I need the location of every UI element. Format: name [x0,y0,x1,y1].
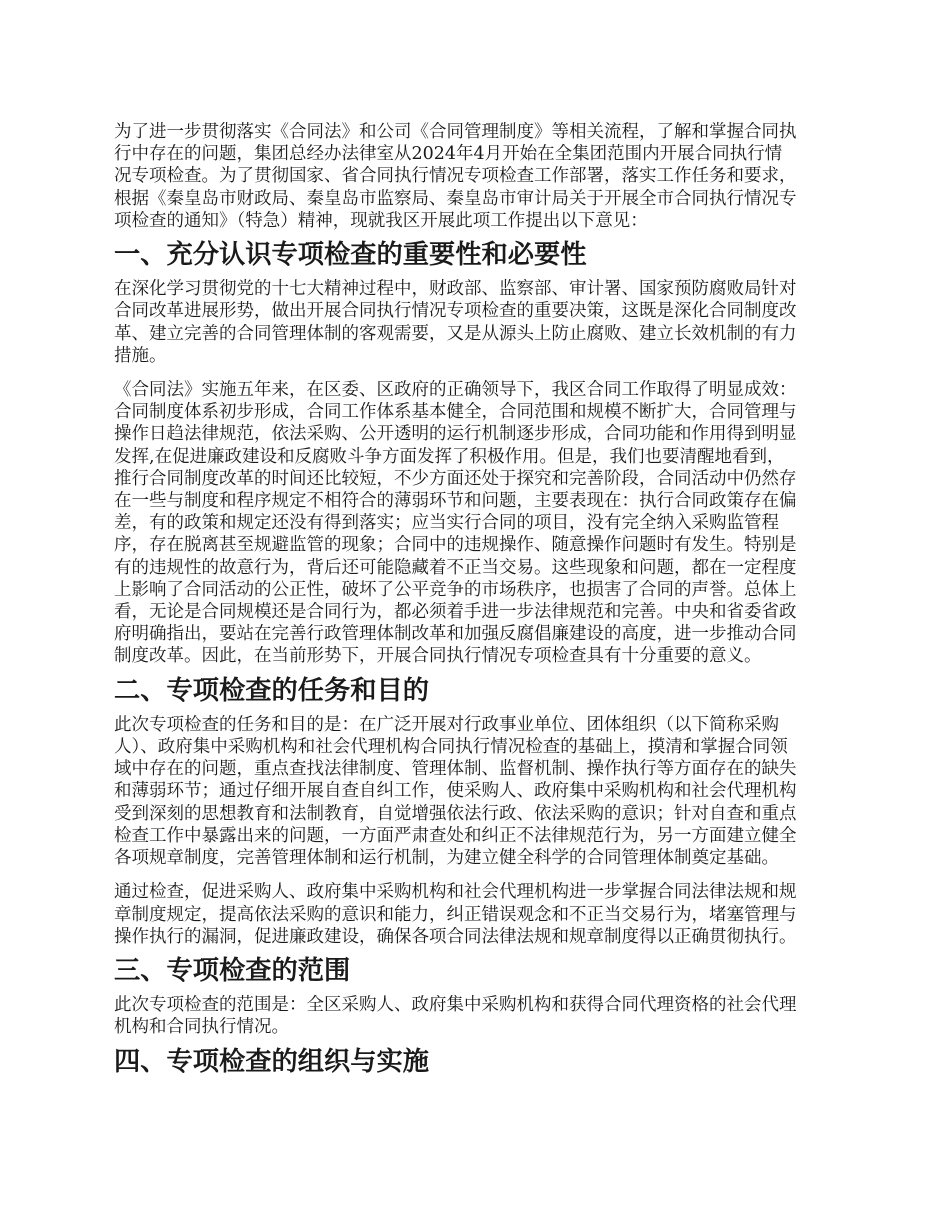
section-heading-organization: 四、专项检查的组织与实施 [114,1045,429,1077]
intro-paragraph: 为了进一步贯彻落实《合同法》和公司《合同管理制度》等相关流程，了解和掌握合同执 行中存在的问题，集团总经办法律室从2024年4月开始在全集团范围内开展合同执行情 况专项检查。为了贯彻国家、省合同执行情况专项检查工作部署，落实工作任务和要求， 根据《秦皇岛市财政局、秦皇岛市监察局、秦皇岛市审计局关于开展全市合同执行情况专 项检查的通知》（特急）精神，现就我区开展此项工作提出以下意见： [114,122,797,231]
section-heading-scope: 三、专项检查的范围 [114,954,351,986]
section-3-paragraph-1: 此次专项检查的范围是：全区采购人、政府集中采购机构和获得合同代理资格的社会代理 机构和合同执行情况。 [114,995,797,1038]
section-1-paragraph-1: 在深化学习贯彻党的十七大精神过程中，财政部、监察部、审计署、国家预防腐败局针对 合同改革进展形势，做出开展合同执行情况专项检查的重要决策，这既是深化合同制度改 革、建立完善的合同管理体制的客观需要，又是从源头上防止腐败、建立长效机制的有力 措施。 [114,279,797,366]
document-page [114,121,838,1085]
section-2-paragraph-2: 通过检查，促进采购人、政府集中采购机构和社会代理机构进一步掌握合同法律法规和规 章制度规定，提高依法采购的意识和能力，纠正错误观念和不正当交易行为，堵塞管理与 操作执行的漏洞，促进廉政建设，确保各项合同法律法规和规章制度得以正确贯彻执行。 [114,882,797,947]
section-heading-tasks: 二、专项检查的任务和目的 [114,674,429,706]
section-1-paragraph-2: 《合同法》实施五年来，在区委、区政府的正确领导下，我区合同工作取得了明显成效： 合同制度体系初步形成，合同工作体系基本健全，合同范围和规模不断扩大，合同管理与 操作日趋法律规范，依法采购、公开透明的运行机制逐步形成，合同功能和作用得到明显 发挥,在促进廉政建设和反腐败斗争方面发挥了积极作用。但是，我们也要清醒地看到， 推行合同制度改革的时间还比较短，不少方面还处于探究和完善阶段，合同活动中仍然存 在一些与制度和程序规定不相符合的薄弱环节和问题，主要表现在：执行合同政策存在偏 差，有的政策和规定还没有得到落实；应当实行合同的项目，没有完全纳入采购监管程 序，存在脱离甚至规避监管的现象；合同中的违规操作、随意操作问题时有发生。特别是 有的违规性的故意行为，背后还可能隐藏着不正当交易。这些现象和问题，都在一定程度 上影响了合同活动的公正性，破坏了公平竞争的市场秩序，也损害了合同的声誉。总体上 看，无论是合同规模还是合同行为，都必须着手进一步法律规范和完善。中央和省委省政 府明确指出，要站在完善行政管理体制改革和加强反腐倡廉建设的高度，进一步推动合同 制度改革。因此，在当前形势下，开展合同执行情况专项检查具有十分重要的意义。 [114,380,797,667]
section-heading-importance: 一、充分认识专项检查的重要性和必要性 [114,239,587,271]
section-2-paragraph-1: 此次专项检查的任务和目的是：在广泛开展对行政事业单位、团体组织（以下简称采购 人）、政府集中采购机构和社会代理机构合同执行情况检查的基础上，摸清和掌握合同领 域中存在的问题，重点查找法律制度、管理体制、监督机制、操作执行等方面存在的缺失 和薄弱环节；通过仔细开展自查自纠工作，使采购人、政府集中采购机构和社会代理机构 受到深刻的思想教育和法制教育，自觉增强依法行政、依法采购的意识；针对自查和重点 检查工作中暴露出来的问题，一方面严肃查处和纠正不法律规范行为，另一方面建立健全 各项规章制度，完善管理体制和运行机制，为建立健全科学的合同管理体制奠定基础。 [114,714,797,869]
